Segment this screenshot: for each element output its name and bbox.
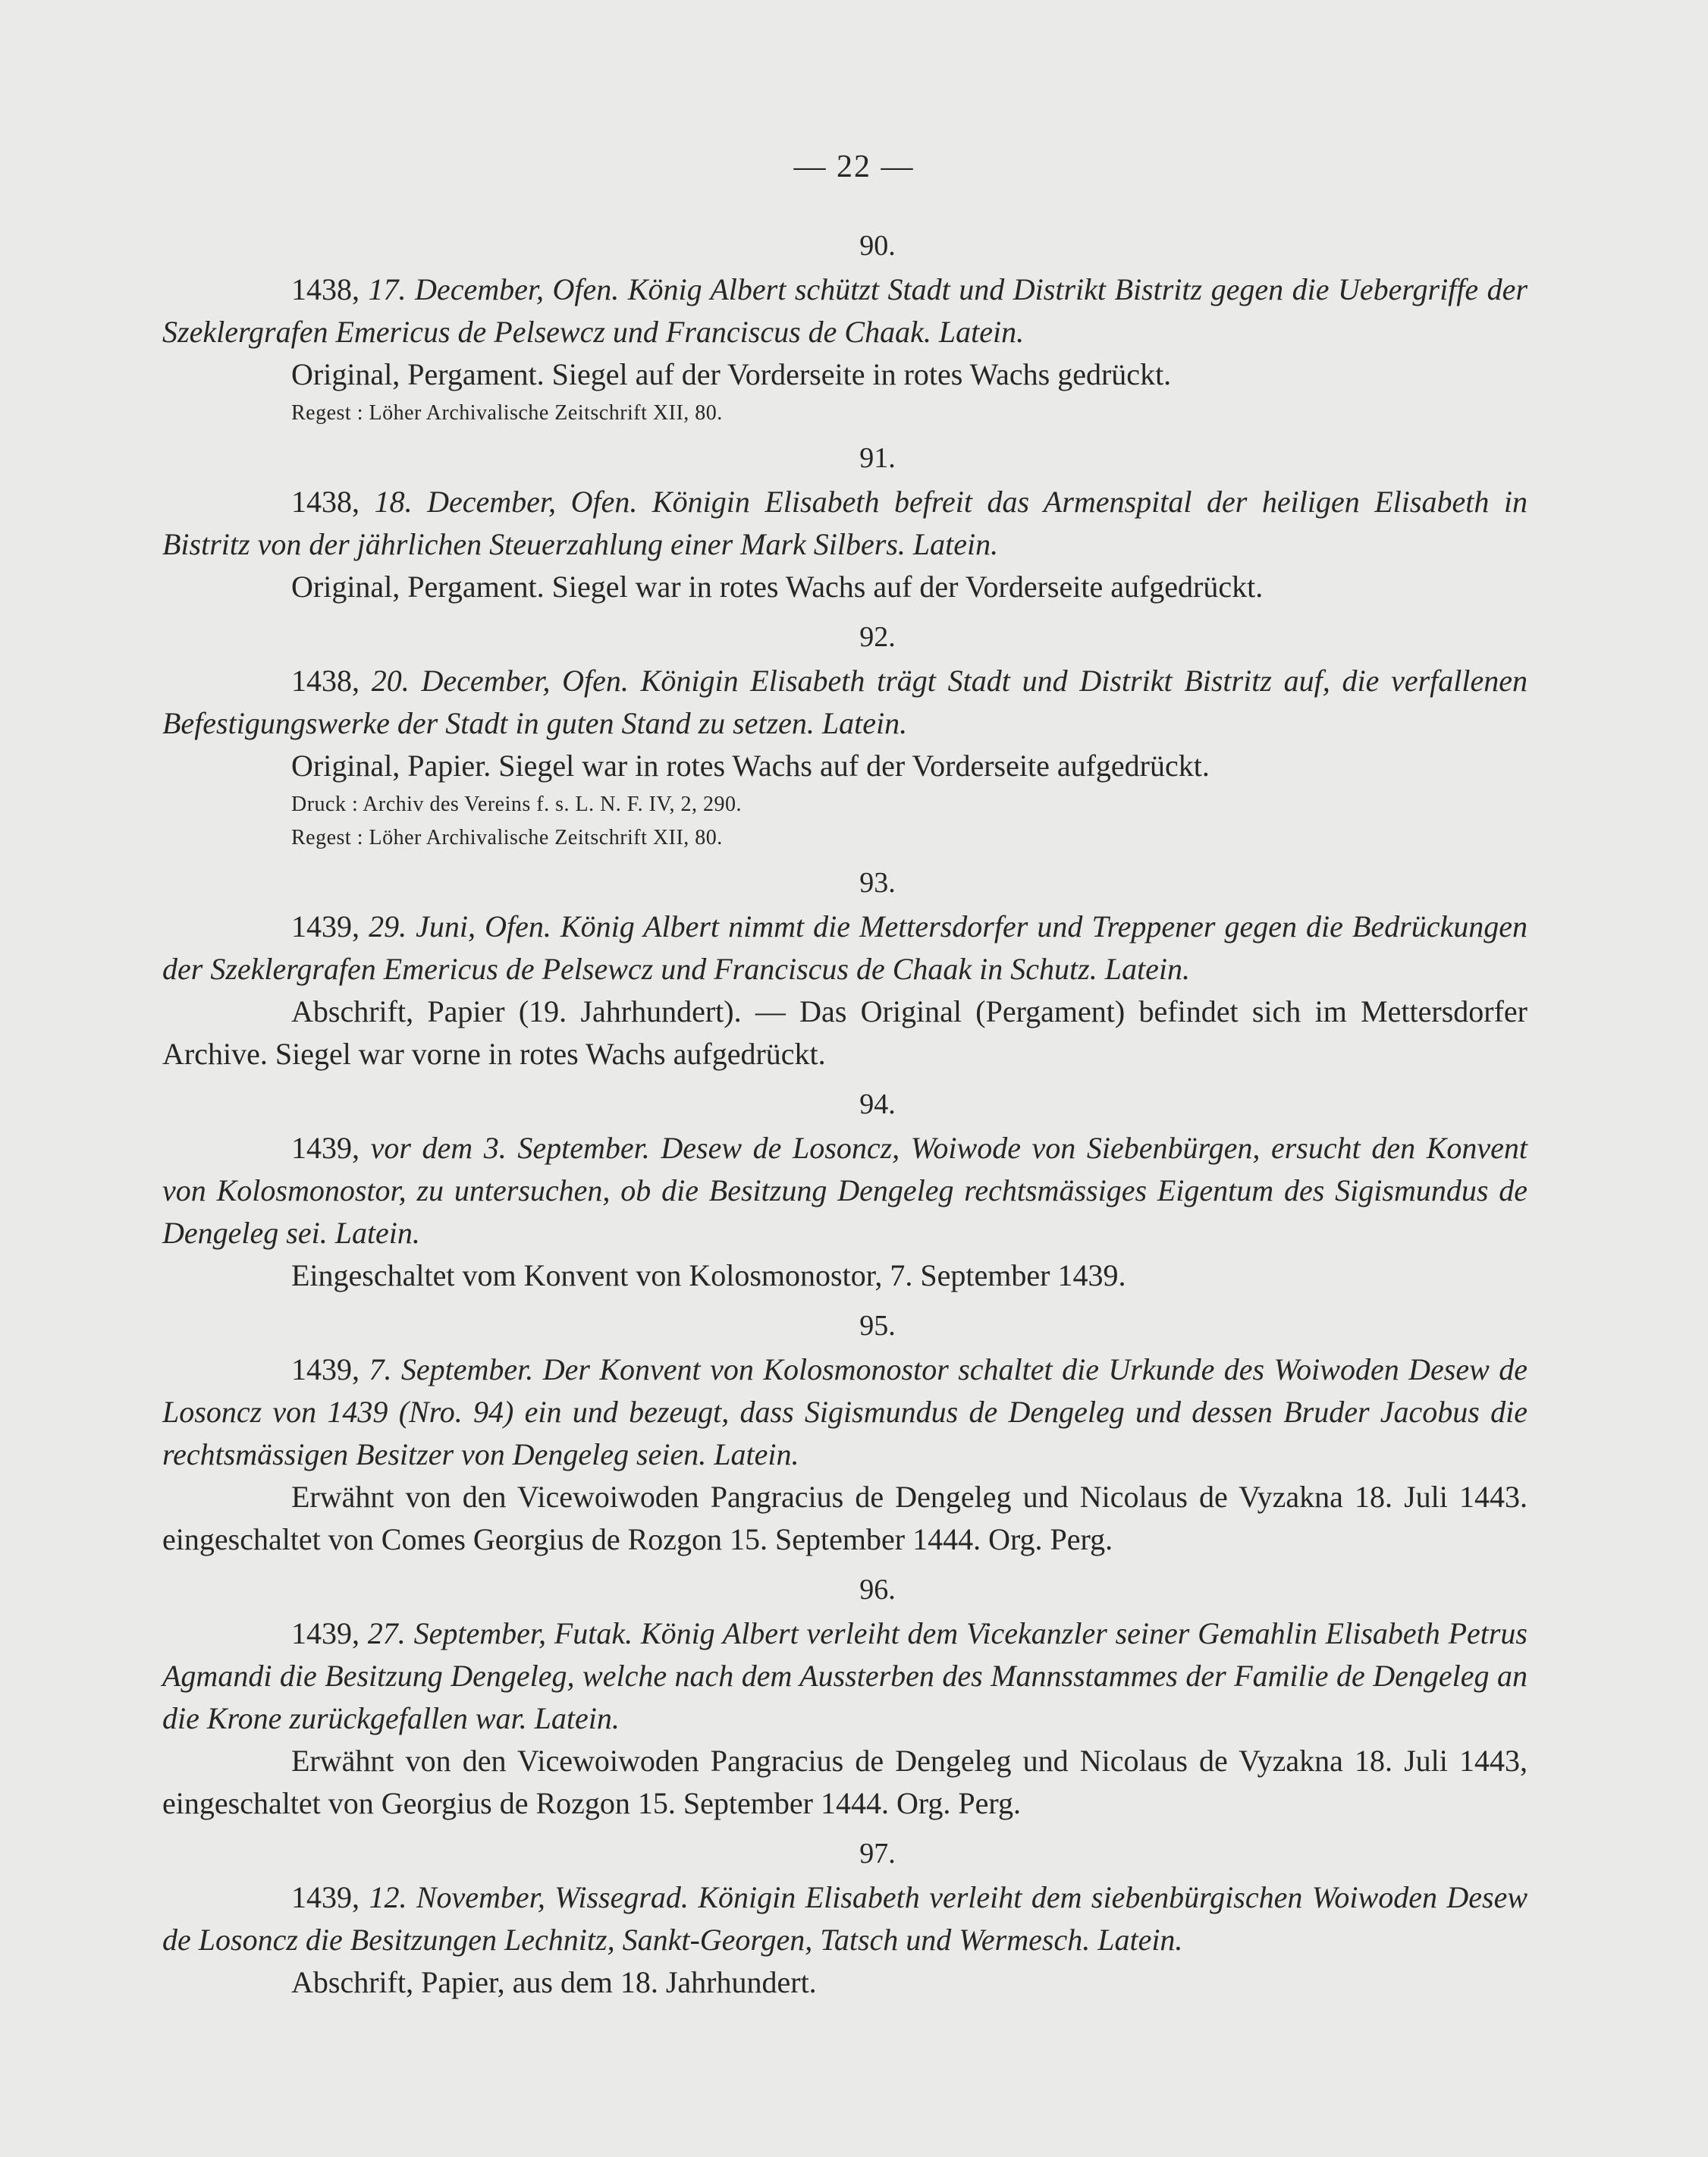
entry-summary [162, 660, 1527, 745]
entry-number: 95. [859, 1310, 896, 1342]
entry-summary-text: König Albert nimmt die Mettersdorfer und Treppener gegen die Bedrückungen der Szeklergrafen Emericus de Pelsewcz und Franciscus de Chaak in Schutz. Latein. [162, 909, 1528, 986]
entry-date-detail: 18. December, Ofen. [374, 485, 638, 519]
entry-summary-text: Der Konvent von Kolosmonostor schaltet die Urkunde des Woiwoden Desew de Losoncz von 1439 (Nro. 94) ein und bezeugt, dass Sigismundus de Dengeleg und dessen Bruder Jacobus die rechtsmässigen Besitzer von Dengeleg seien. Latein. [162, 1352, 1527, 1471]
entry-number: 92. [859, 621, 896, 653]
document-body [162, 228, 1527, 2004]
entry-note: Abschrift, Papier, aus dem 18. Jahrhundert. [291, 1965, 817, 1999]
entry-date-detail: 17. December, Ofen. [368, 272, 620, 306]
entry-note: Original, Papier. Siegel war in rotes Wachs auf der Vorderseite aufgedrückt. [291, 749, 1210, 783]
entry-summary-text: Königin Elisabeth verleiht dem siebenbürgischen Woiwoden Desew de Losoncz die Besitzungen Lechnitz, Sankt-Georgen, Tatsch und Wermesch. Latein. [162, 1880, 1528, 1957]
entry-summary-text: Desew de Losoncz, Woiwode von Siebenbürgen, ersucht den Konvent von Kolosmonostor, zu untersuchen, ob die Besitzung Dengeleg rechtsmässiges Eigentum des Sigismundus de Dengeleg sei. Latein. [162, 1131, 1528, 1250]
entry-summary-text: Königin Elisabeth trägt Stadt und Distrikt Bistritz auf, die verfallenen Befestigungswerke der Stadt in guten Stand zu setzen. Latein. [162, 664, 1528, 740]
entry-93 [162, 865, 1527, 1075]
entry-reference: Druck : Archiv des Vereins f. s. L. N. F. IV, 2, 290. [291, 793, 743, 816]
entry-note: Eingeschaltet vom Konvent von Kolosmonostor, 7. September 1439. [291, 1258, 1126, 1292]
entry-summary [162, 1612, 1527, 1740]
entry-96 [162, 1571, 1527, 1825]
entry-summary-text: Königin Elisabeth befreit das Armenspital der heiligen Elisabeth in Bistritz von der jährlichen Steuerzahlung einer Mark Silbers. Latein. [162, 485, 1528, 561]
entry-number: 94. [859, 1088, 896, 1120]
entry-note: Original, Pergament. Siegel auf der Vorderseite in rotes Wachs gedrückt. [291, 357, 1172, 391]
entry-note: Erwähnt von den Vicewoiwoden Pangracius de Dengeleg und Nicolaus de Vyzakna 18. Juli 1443, eingeschaltet von Georgius de Rozgon 15. September 1444. Org. Perg. [162, 1744, 1527, 1820]
entry-91 [162, 440, 1527, 608]
entry-summary-text: König Albert verleiht dem Vicekanzler seiner Gemahlin Elisabeth Petrus Agmandi die Besitzung Dengeleg, welche nach dem Aussterben des Mannsstammes der Familie de Dengeleg an die Krone zurückgefallen war. Latein. [162, 1616, 1527, 1735]
entry-summary [162, 481, 1527, 566]
entry-reference: Regest : Löher Archivalische Zeitschrift XII, 80. [291, 826, 723, 849]
entry-number: 96. [859, 1574, 896, 1606]
entry-note: Abschrift, Papier (19. Jahrhundert). — Das Original (Pergament) befindet sich im Mettersdorfer Archive. Siegel war vorne in rotes Wachs aufgedrückt. [162, 994, 1527, 1071]
entry-number: 91. [859, 442, 896, 474]
entry-date-detail: 12. November, Wissegrad. [369, 1880, 689, 1914]
entry-date-detail: 20. December, Ofen. [371, 664, 629, 698]
entry-97 [162, 1835, 1527, 2004]
entry-summary [162, 1349, 1527, 1476]
entry-date-detail: vor dem 3. September. [370, 1131, 650, 1165]
entry-date: 1438, [291, 485, 359, 519]
entry-number: 90. [859, 230, 896, 262]
entry-date-detail: 29. Juni, Ofen. [369, 909, 551, 943]
entry-note: Original, Pergament. Siegel war in rotes Wachs auf der Vorderseite aufgedrückt. [291, 570, 1264, 604]
entry-date: 1439, [291, 909, 359, 943]
entry-95 [162, 1308, 1527, 1561]
entry-date-detail: 7. September. [369, 1352, 534, 1386]
entry-summary [162, 1127, 1527, 1254]
entry-date: 1439, [291, 1131, 359, 1165]
entry-summary [162, 906, 1527, 991]
entry-date-detail: 27. September, Futak. [367, 1616, 633, 1650]
entry-92 [162, 619, 1527, 854]
entry-94 [162, 1086, 1527, 1297]
entry-number: 93. [859, 867, 896, 899]
entry-reference: Regest : Löher Archivalische Zeitschrift XII, 80. [291, 401, 723, 425]
entry-date: 1438, [291, 664, 359, 698]
page-number: — 22 — [793, 149, 915, 184]
entry-summary-text: König Albert schützt Stadt und Distrikt Bistritz gegen die Uebergriffe der Szeklergrafen Emericus de Pelsewcz und Franciscus de Chaak. Latein. [162, 272, 1528, 349]
entry-note: Erwähnt von den Vicewoiwoden Pangracius de Dengeleg und Nicolaus de Vyzakna 18. Juli 1443. eingeschaltet von Comes Georgius de Rozgon 15. September 1444. Org. Perg. [162, 1480, 1527, 1556]
entry-90 [162, 228, 1527, 429]
entry-date: 1439, [291, 1352, 359, 1386]
entry-number: 97. [859, 1838, 896, 1870]
entry-date: 1438, [291, 272, 359, 306]
entry-date: 1439, [291, 1616, 359, 1650]
entry-date: 1439, [291, 1880, 359, 1914]
entry-summary [162, 268, 1527, 353]
entry-summary [162, 1876, 1527, 1961]
